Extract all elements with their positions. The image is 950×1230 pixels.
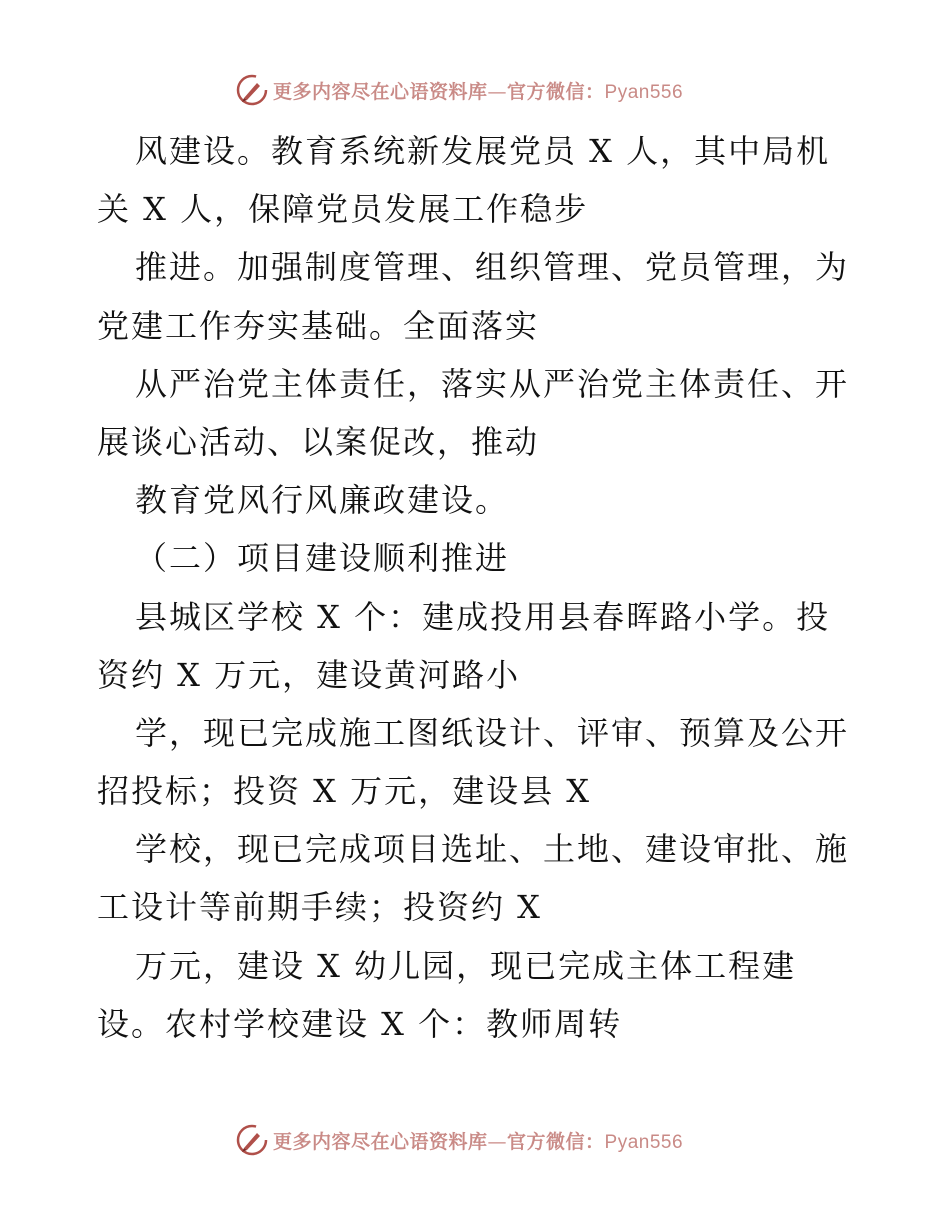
text-line: 学，现已完成施工图纸设计、评审、预算及公开	[135, 713, 850, 752]
pen-logo-icon	[235, 73, 269, 107]
section-heading: （二）项目建设顺利推进	[135, 539, 510, 578]
text-line: 设。农村学校建设 X 个：教师周转	[97, 1004, 623, 1043]
text-line: 县城区学校 X 个：建成投用县春晖路小学。投	[135, 597, 831, 636]
text-line: 万元，建设 X 幼儿园，现已完成主体工程建	[135, 946, 797, 985]
text-line: 资约 X 万元，建设黄河路小	[97, 655, 521, 694]
header-watermark	[235, 70, 683, 110]
text-line: 工设计等前期手续；投资约 X	[97, 888, 542, 927]
text-line: 学校，现已完成项目选址、土地、建设审批、施	[135, 830, 850, 869]
document-body	[97, 122, 857, 1053]
text-line: 展谈心活动、以案促改，推动	[97, 422, 540, 461]
watermark-text: 更多内容尽在心语资料库—官方微信：Pyan556	[273, 80, 684, 103]
pen-logo-icon	[235, 1123, 269, 1157]
text-line: 风建设。教育系统新发展党员 X 人，其中局机	[135, 132, 831, 170]
footer-watermark	[235, 1120, 683, 1160]
text-line: 教育党风行风廉政建设。	[135, 481, 510, 520]
text-line: 推进。加强制度管理、组织管理、党员管理，为	[135, 248, 850, 287]
text-line: 招投标；投资 X 万元，建设县 X	[97, 772, 592, 811]
text-line: 从严治党主体责任，落实从严治党主体责任、开	[135, 364, 850, 403]
watermark-text: 更多内容尽在心语资料库—官方微信：Pyan556	[273, 1130, 684, 1153]
text-line: 党建工作夯实基础。全面落实	[97, 306, 540, 345]
text-line: 关 X 人，保障党员发展工作稳步	[97, 190, 589, 229]
